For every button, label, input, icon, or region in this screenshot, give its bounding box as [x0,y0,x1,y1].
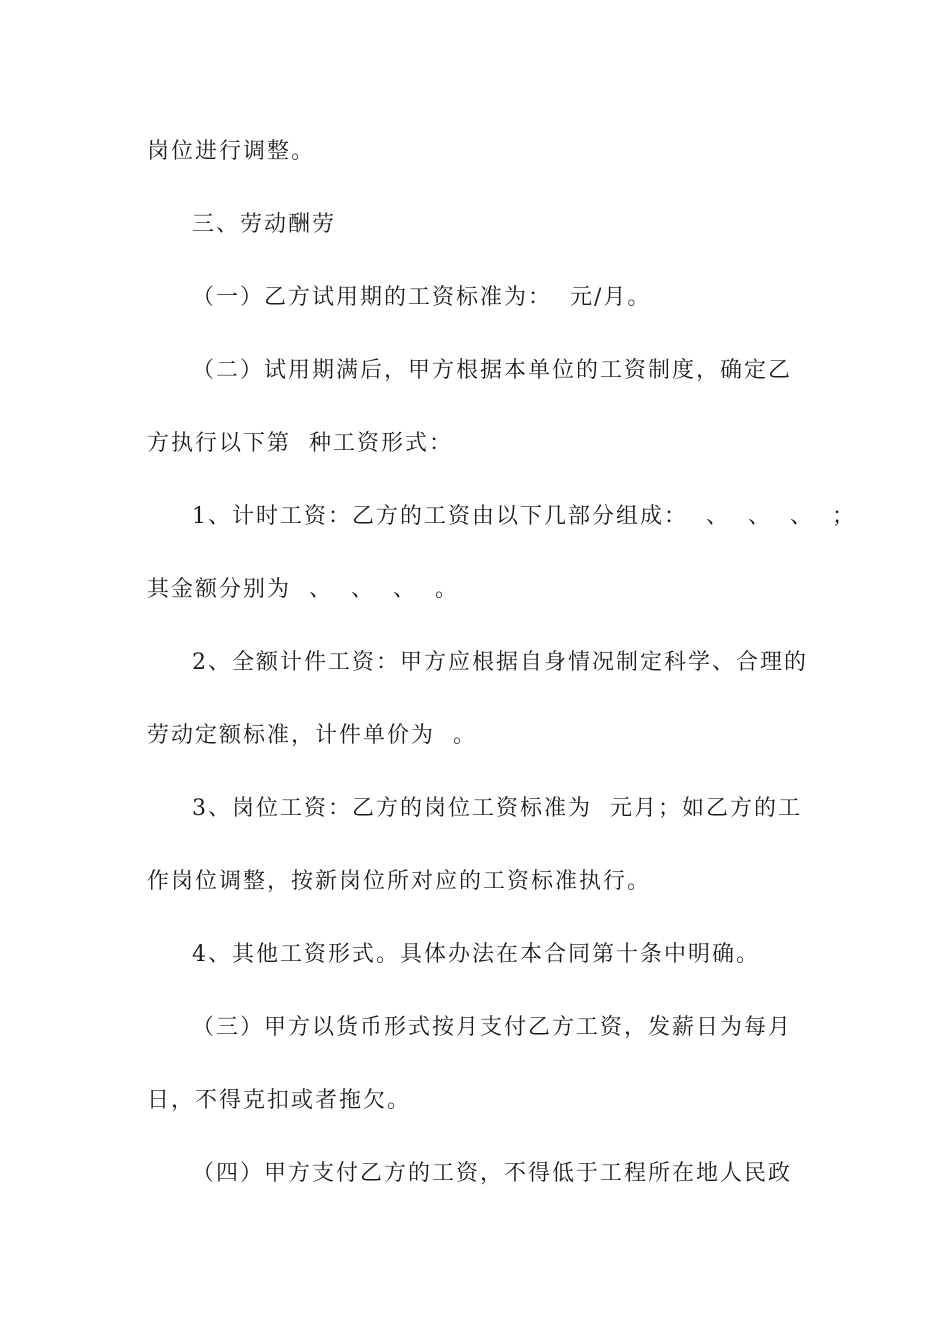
text-line: 作岗位调整，按新岗位所对应的工资标准执行。 [147,869,652,894]
section-heading: 三、劳动酬劳 [192,212,337,237]
text-line: 劳动定额标准，计件单价为 。 [147,723,477,748]
text-line: 1、计时工资：乙方的工资由以下几部分组成： 、 、 、 ； [192,504,856,529]
text-line: 其金额分别为 、 、 、 。 [147,577,459,602]
text-line: （三）甲方以货币形式按月支付乙方工资，发薪日为每月 [192,1015,793,1040]
text-line: （一）乙方试用期的工资标准为： 元/月。 [192,285,652,310]
text-line: 日，不得克扣或者拖欠。 [147,1088,412,1113]
text-line: 方执行以下第 种工资形式： [147,431,453,456]
text-line: 岗位进行调整。 [147,139,316,164]
text-line: 2、全额计件工资：甲方应根据自身情况制定科学、合理的 [192,650,808,675]
text-line: （四）甲方支付乙方的工资，不得低于工程所在地人民政 [192,1161,793,1186]
text-line: 3、岗位工资：乙方的岗位工资标准为 元月；如乙方的工 [192,796,802,821]
text-line: 4、其他工资形式。具体办法在本合同第十条中明确。 [192,942,760,967]
text-line: （二）试用期满后，甲方根据本单位的工资制度，确定乙 [192,358,793,383]
